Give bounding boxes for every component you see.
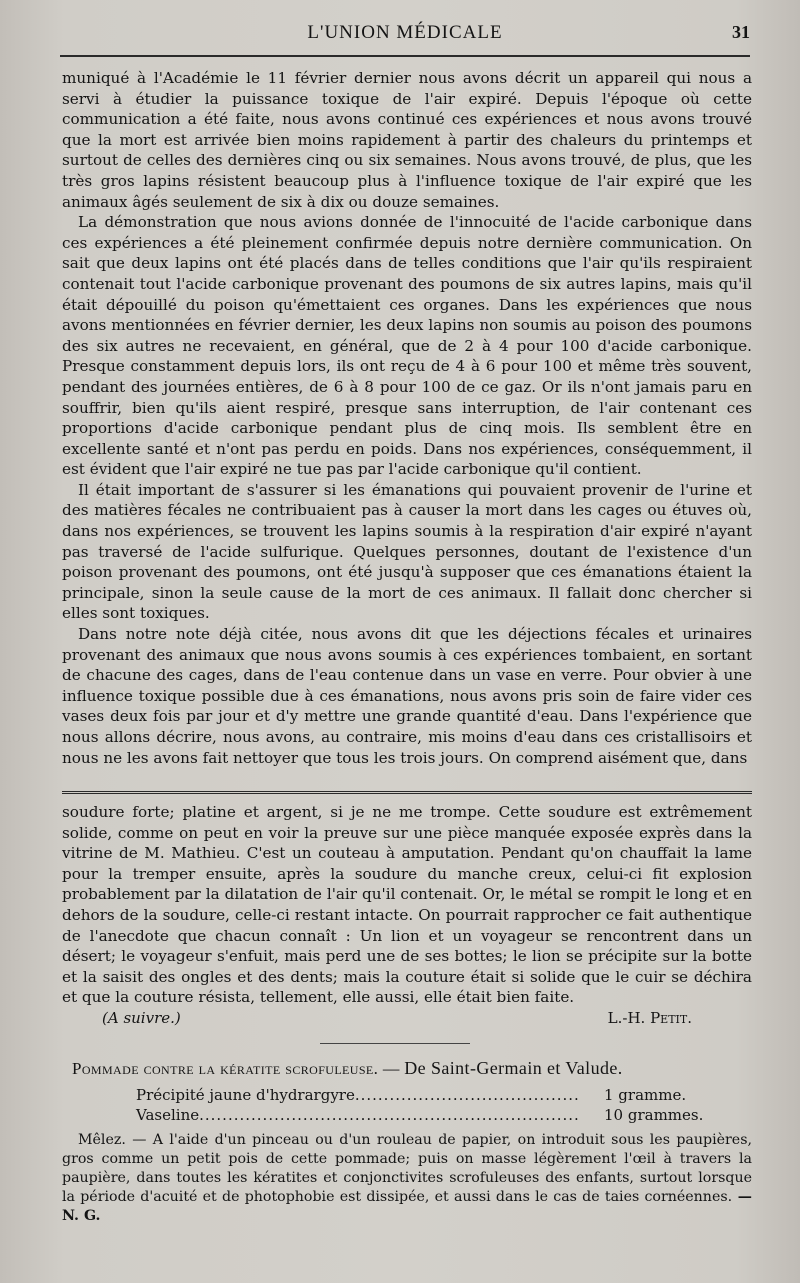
recipe: [62, 1058, 752, 1226]
article-paragraph: La démonstration que nous avions donnée de l'innocuité de l'acide carbonique dans ces expériences a été pleinement confirmée depuis notre dernière communication. On sait que deux lapins ont été placés dans de telles conditions que l'air qu'ils respiraient contenait tout l'acide carbonique provenant des poumons de six autres lapins, mais qu'il était dépouillé du poison qu'émettaient ces organes. Dans les expériences que nous avons mentionnées en février dernier, les deux lapins non soumis au poison des poumons des six autres ne recevaient, en général, que de 2 à 4 pour 100 d'acide carbonique. Presque constamment depuis lors, ils ont reçu de 4 à 6 pour 100 et même très souvent, pendant des journées entières, de 6 à 8 pour 100 de ce gaz. Or ils n'ont jamais paru en souffrir, bien qu'ils aient respiré, presque sans interruption, de l'air contenant ces proportions d'acide carbonique pendant plus de cinq mois. Ils semblent être en excellente santé et n'ont pas perdu en poids. Dans nos expériences, conséquemment, il est évident que l'air expiré ne tue pas par l'acide carbonique qu'il contient.: [62, 213, 752, 479]
page-number: 31: [732, 22, 750, 42]
recipe-title-main: Pommade contre la kératite scrofuleuse.: [72, 1059, 379, 1078]
feuilleton-signoff: [62, 1008, 752, 1029]
feuilleton-paragraph: soudure forte; platine et argent, si je ne me trompe. Cette soudure est extrêmement solide, comme on peut en voir la preuve sur une pièce manquée exposée exprès dans la vitrine de M. Mathieu. C'est un couteau à amputation. Pendant qu'on chauffait la lame pour la tremper ensuite, après la soudure du manche creux, celui-ci fit explosion probablement par la dilatation de l'air qu'il contenait. Or, le métal se rompit le long et en dehors de la soudure, celle-ci restant intacte. On pourrait rapprocher ce fait authentique de l'anecdote que chacun connaît : Un lion et un voyageur se rencontrent dans un désert; le voyageur s'enfuit, mais perd une de ses bottes; le lion se précipite sur la botte et la saisit des ongles et des dents; mais la couture était si solide que le cuir se déchira et que la couture résista, tellement, elle aussi, elle était bien faite.: [62, 803, 752, 1007]
ingredient-name: Précipité jaune d'hydrargyre: [136, 1086, 355, 1104]
article-paragraph: Il était important de s'assurer si les émanations qui pouvaient provenir de l'urine et des matières fécales ne contribuaient pas à causer la mort dans les cages ou étuves où, dans nos expériences, se trouvent les lapins soumis à la respiration d'air expiré n'ayant pas traversé de l'acide sulfurique. Quelques personnes, doutant de l'existence d'un poison provenant des poumons, ont été jusqu'à supposer que ces émanations étaient la principale, sinon la seule cause de la mort de ces animaux. Il fallait donc chercher si elles sont toxiques.: [62, 480, 752, 623]
header-rule: [60, 55, 750, 57]
leader-dots: [355, 1085, 580, 1105]
ingredient-row: [136, 1085, 696, 1105]
instructions-text: Mêlez. — A l'aide d'un pinceau ou d'un rouleau de papier, on introduit sous les paupières, gros comme un petit pois de cette pommade; puis on masse légèrement l'œil à travers la paupière, dans toutes les kératites et conjonctivites scrofuleuses des enfants, surtout lorsque la période d'acuité et de photophobie est dissipée, et aussi dans le cas de taies cornéennes.: [62, 1132, 752, 1205]
feuilleton-divider: [62, 791, 752, 794]
author-signature: L.-H. Petit.: [607, 1008, 692, 1027]
short-separator: [320, 1043, 470, 1044]
ingredient-row: [136, 1105, 704, 1125]
recipe-author-initials: — N. G.: [62, 1189, 752, 1224]
recipe-title-authors: De Saint-Germain et Valude.: [404, 1058, 623, 1078]
ingredient-name: Vaseline: [136, 1106, 200, 1124]
recipe-paragraph: [62, 1131, 752, 1226]
running-title: L'UNION MÉDICALE: [307, 22, 503, 43]
recipe-instructions: [62, 1131, 752, 1226]
recipe-title-dash: —: [378, 1059, 405, 1078]
feuilleton: [62, 802, 752, 1029]
ingredient-list: [136, 1085, 704, 1125]
page-header: [60, 22, 750, 52]
recipe-title: [72, 1058, 752, 1079]
article-paragraph: muniqué à l'Académie le 11 février dernier nous avons décrit un appareil qui nous a servi à étudier la puissance toxique de l'air expiré. Depuis l'époque où cette communication a été faite, nous avons continué ces expériences et nous avons trouvé que la mort est arrivée bien moins rapidement à partir des chaleurs du printemps et surtout de celles des dernières cinq ou six semaines. Nous avons trouvé, de plus, que les très gros lapins résistent beaucoup plus à l'influence toxique de l'air expiré que les animaux âgés seulement de six à dix ou douze semaines.: [62, 69, 752, 211]
ingredient-quantity: 10 grammes.: [604, 1106, 704, 1124]
article-paragraph: Dans notre note déjà citée, nous avons dit que les déjections fécales et urinaires provenant des animaux que nous avons soumis à ces expériences tombaient, en sortant de chacune des cages, dans de l'eau contenue dans un vase en verre. Pour obvier à une influence toxique possible due à ces émanations, nous avons pris soin de faire vider ces vases deux fois par jour et d'y mettre une grande quantité d'eau. Dans l'expérience que nous allons décrire, nous avons, au contraire, mis moins d'eau dans ces cristallisoirs et nous ne les avons fait nettoyer que tous les trois jours. On comprend aisément que, dans: [62, 625, 752, 767]
to-be-continued: (A suivre.): [102, 1008, 181, 1027]
article-body: [62, 68, 752, 768]
ingredient-quantity: 1 gramme.: [604, 1086, 687, 1104]
leader-dots: [199, 1105, 580, 1125]
